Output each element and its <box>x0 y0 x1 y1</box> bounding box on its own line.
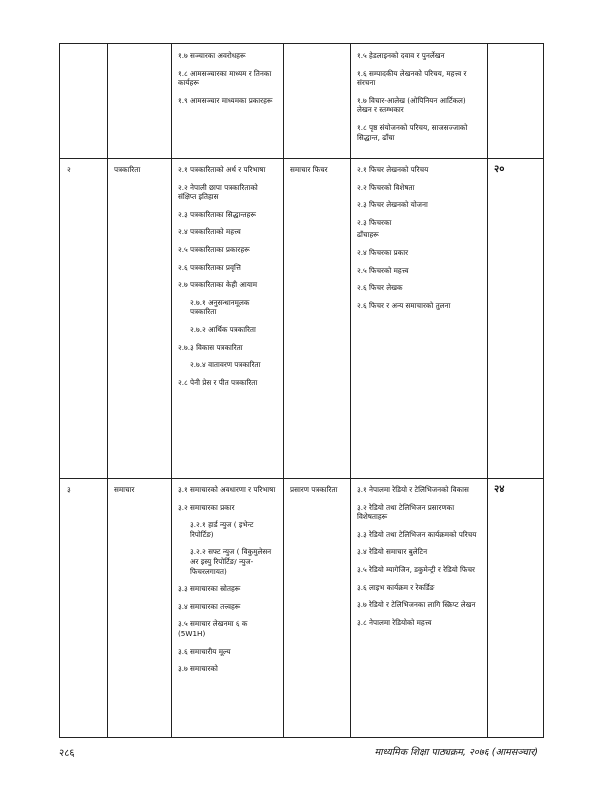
content-item: १.८ आमसञ्चारका माध्यम र तिनका कार्यहरू <box>178 68 272 88</box>
unit-title: पत्रकारिता <box>114 165 141 174</box>
practical-item: १.७ विचार-आलेख (ओपिनियन आर्टिकल) लेखन र स्तम्भकार <box>357 95 466 115</box>
column-divider <box>171 44 172 737</box>
column-divider <box>283 44 284 737</box>
content-item: ३.२.१ हार्ड न्युज ( इभेन्ट रिपोर्टिङ) <box>190 520 254 539</box>
practical-item: ढाँचाहरू <box>357 230 379 240</box>
unit-number: ३ <box>67 485 71 494</box>
practical-item: २.३ फिचर लेखनको योजना <box>357 200 428 210</box>
content-item: ३.२.२ सफ्ट न्युज ( विकुमुलेसन अर इस्यु रिपोर्टिङ/ न्युज- फिचरलगायत) <box>190 547 272 576</box>
practical-item: ३.८ नेपालमा रेडियोको महत्त्व <box>357 617 432 627</box>
page-number: २८६ <box>59 748 75 759</box>
practical-item: ३.२ रेडियो तथा टेलिभिजन प्रसारणका विशेषताहरू <box>357 502 455 522</box>
content-item: ३.१ समाचारको अवधारणा र परिभाषा <box>178 485 276 494</box>
content-item: २.३ पत्रकारिताका सिद्धान्तहरू <box>178 209 256 219</box>
content-item: ३.३ समाचारका स्रोतहरू <box>178 584 241 594</box>
practical-item: ३.६ लाइभ कार्यक्रम र रेकर्डिङ <box>357 582 435 592</box>
practical-item: ३.४ रेडियो समाचार बुलेटिन <box>357 547 428 557</box>
content-item: ३.२ समाचारका प्रकार <box>178 502 235 512</box>
content-item: ३.७ समाचारको <box>178 664 218 674</box>
practical-item: ३.७ रेडियो र टेलिभिजनका लागि स्क्रिप्ट लेखन <box>357 600 476 610</box>
unit-number: २ <box>67 165 71 174</box>
practical-list <box>357 51 480 150</box>
practical-item: २.६ फिचर र अन्य समाचारको तुलना <box>357 300 451 310</box>
content-item: ३.६ समाचारीय मूल्य <box>178 646 231 656</box>
practical-item: २.६ फिचर लेखक <box>357 283 403 293</box>
practical-title: प्रसारण पत्रकारिता <box>290 485 338 494</box>
practical-item: २.४ फिचरका प्रकार <box>357 247 409 257</box>
row-divider <box>60 158 543 159</box>
content-item: २.७.३ विकास पत्रकारिता <box>178 342 243 352</box>
content-item: २.७ पत्रकारिताका केही आयाम <box>178 280 258 290</box>
teaching-hours: २४ <box>494 484 505 495</box>
teaching-hours: २० <box>494 164 505 175</box>
content-item: २.७.४ वातावरण पत्रकारिता <box>190 360 261 370</box>
content-item: ३.५ समाचार लेखनमा ६ क (5W1H) <box>178 619 248 638</box>
content-item: २.४ पत्रकारिताको महत्त्व <box>178 227 241 237</box>
content-item: १.७ सञ्चारका अवरोधहरू <box>178 51 246 60</box>
content-item: २.५ पत्रकारिताका प्रकारहरू <box>178 244 250 254</box>
content-list <box>178 165 276 395</box>
column-divider <box>350 44 351 737</box>
content-list <box>178 485 276 682</box>
column-divider <box>487 44 488 737</box>
practical-item: २.१ फिचर लेखनको परिचय <box>357 165 429 174</box>
content-item: २.२ नेपाली छापा पत्रकारिताको संक्षिप्त इतिहास <box>178 182 258 202</box>
column-divider <box>107 44 108 737</box>
practical-item: २.२ फिचरको विशेषता <box>357 182 415 192</box>
practical-item: १.६ सम्पादकीय लेखनको परिचय, महत्त्व र संरचना <box>357 68 467 88</box>
practical-item: १.५ हेडलाइनको दवाव र पुनर्लेखन <box>357 51 445 60</box>
content-item: १.९ आमसञ्चार माध्यमका प्रकारहरू <box>178 95 273 105</box>
row-divider <box>60 478 543 479</box>
content-item: २.१ पत्रकारिताको अर्थ र परिभाषा <box>178 165 266 174</box>
practical-item: ३.१ नेपालमा रेडियो र टेलिभिजनको विकास <box>357 485 469 494</box>
content-item: २.६ पत्रकारिताका प्रवृत्ति <box>178 262 241 272</box>
content-list <box>178 51 276 113</box>
practical-item: १.८ पृष्ठ संयोजनको परिचय, साजसज्जाको सिद्धान्त, ढाँचा <box>357 122 468 142</box>
curriculum-title: माध्यमिक शिक्षा पाठ्यक्रम, २०७६ (आमसञ्चार) <box>374 747 538 758</box>
practical-item: २.५ फिचरको महत्त्व <box>357 265 409 275</box>
practical-item: २.३ फिचरका <box>357 217 392 227</box>
practical-title: समाचार फिचर <box>290 165 328 174</box>
unit-title: समाचार <box>114 485 135 494</box>
content-item: २.७.२ आर्थिक पत्रकारिता <box>190 324 256 334</box>
practical-item: ३.५ रेडियो म्यागेजिन, डकुमेन्ट्री र रेडियो फिचर <box>357 564 475 574</box>
practical-list <box>357 165 480 318</box>
content-item: ३.४ समाचारका तत्त्वहरू <box>178 601 241 611</box>
content-item: २.८ पेनी प्रेस र पीत पत्रकारिता <box>178 377 258 387</box>
practical-item: ३.३ रेडियो तथा टेलिभिजन कार्यक्रमको परिचय <box>357 529 477 539</box>
content-item: २.७.१ अनुसन्धानमूलक पत्रकारिता <box>190 297 250 317</box>
practical-list <box>357 485 480 635</box>
